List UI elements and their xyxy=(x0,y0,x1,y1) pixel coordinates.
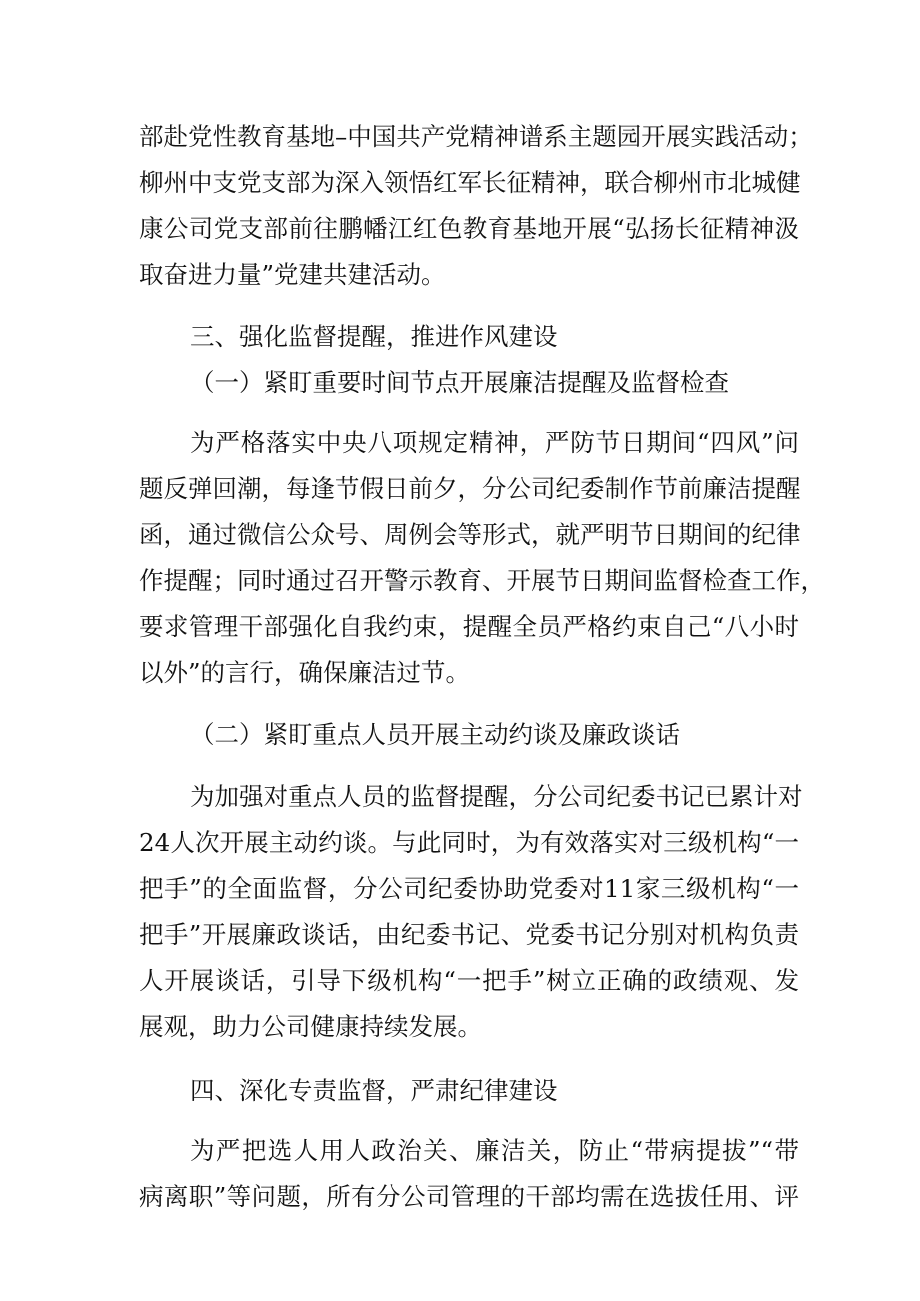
paragraph-line: 展观，助力公司健康持续发展。 xyxy=(139,1012,482,1041)
paragraph-line: 柳州中支党支部为深入领悟红军长征精神，联合柳州市北城健 xyxy=(139,168,801,197)
paragraph-line: 函，通过微信公众号、周例会等形式，就严明节日期间的纪律 xyxy=(139,520,801,549)
paragraph-line: 把手”的全面监督，分公司纪委协助党委对11家三级机构“一 xyxy=(139,874,799,903)
section-heading: 四、深化专责监督，严肃纪律建设 xyxy=(190,1076,558,1105)
paragraph-line: 康公司党支部前往鹏幡江红色教育基地开展“弘扬长征精神汲 xyxy=(139,214,799,243)
paragraph-line: 要求管理干部强化自我约束，提醒全员严格约束自己“八小时 xyxy=(139,612,799,641)
paragraph-line: 作提醒；同时通过召开警示教育、开展节日期间监督检查工作， xyxy=(139,566,825,595)
paragraph-line: 人开展谈话，引导下级机构“一把手”树立正确的政绩观、发 xyxy=(139,966,799,995)
paragraph-line: 题反弹回潮，每逢节假日前夕，分公司纪委制作节前廉洁提醒 xyxy=(139,474,801,503)
paragraph-line: 为严把选人用人政治关、廉洁关，防止“带病提拔”“带 xyxy=(190,1136,799,1165)
section-heading: 三、强化监督提醒，推进作风建设 xyxy=(190,322,558,351)
paragraph-line: 24人次开展主动约谈。与此同时，为有效落实对三级机构“一 xyxy=(139,828,799,857)
paragraph-line: 部赴党性教育基地–中国共产党精神谱系主题园开展实践活动； xyxy=(139,122,813,151)
subsection-heading: （二）紧盯重点人员开展主动约谈及廉政谈话 xyxy=(190,720,680,749)
paragraph-line: 为加强对重点人员的监督提醒，分公司纪委书记已累计对 xyxy=(190,782,803,811)
subsection-heading: （一）紧盯重要时间节点开展廉洁提醒及监督检查 xyxy=(190,368,729,397)
paragraph-line: 取奋进力量”党建共建活动。 xyxy=(139,260,446,289)
paragraph-line: 病离职”等问题，所有分公司管理的干部均需在选拔任用、评 xyxy=(139,1182,799,1211)
paragraph-line: 为严格落实中央八项规定精神，严防节日期间“四风”问 xyxy=(190,428,799,457)
paragraph-line: 把手”开展廉政谈话，由纪委书记、党委书记分别对机构负责 xyxy=(139,920,799,949)
paragraph-line: 以外”的言行，确保廉洁过节。 xyxy=(139,658,471,687)
